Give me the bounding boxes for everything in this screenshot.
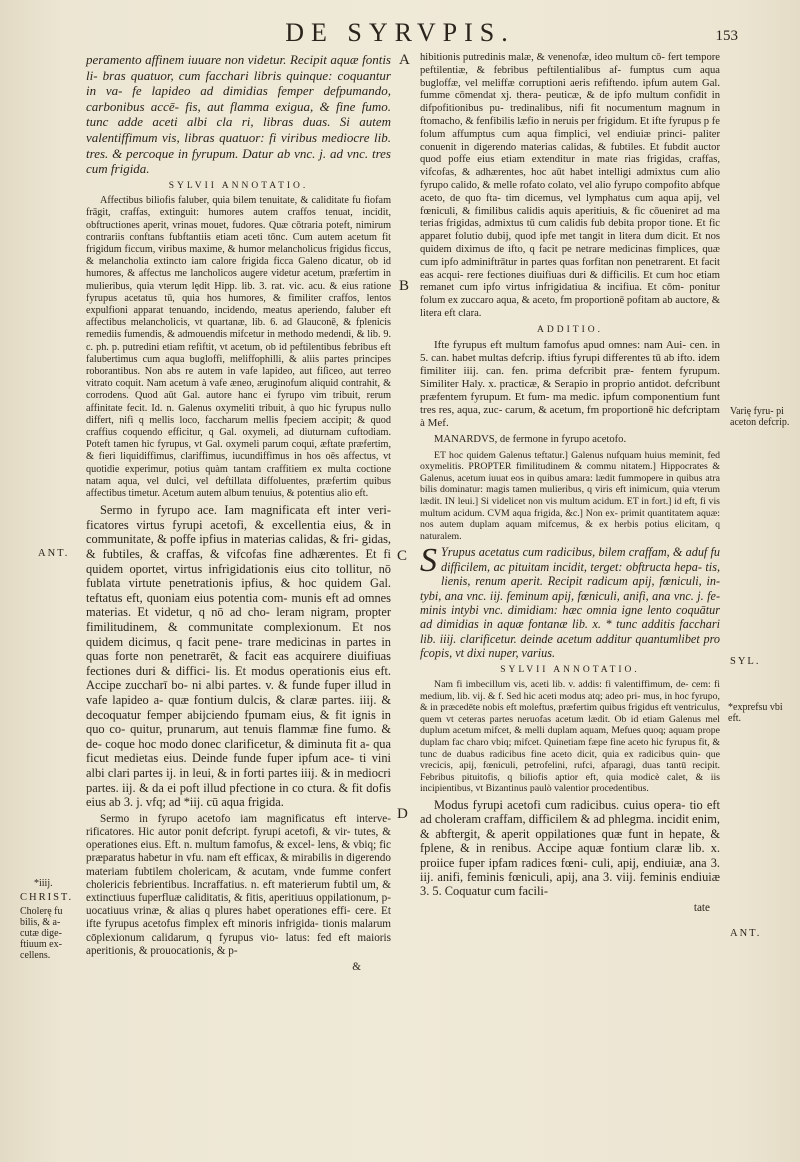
- margin-note-ant-right: ANT.: [730, 928, 762, 939]
- sylvii-annotatio-text: Affectibus biliofis faluber, quia bilem tenuitate, & caliditate fu fiofam frāgit, craffas, extinguit: humores autem craffos tenuat, incidit, obftructiones aperit, vrinas mouet, fudores. Quæ cōtraria poteft, nimirum contrariis conftans fubftantiis etiam aceti tōnc. Cum autem acetum fit frigidum ficcum, viribus maxime, & humor melancholicus frigidus ficcus, & melancholia extincto iam calore frigida ficca Galeno dicatur, ob id humores, & affectus me lancholicos augere videtur acetum, præfertim in mulieribus, quia vterum lędit Hipp. lib. 3. rat. vic. acu. & eius ratione fyrupus acetatus tū, quia hos humores, & fimiliter craffos, lentos expulfioni apparat tenuando, incidendo, meatus aperiendo, faluber eft affectibus melancholicis, vt quartanæ, lib. 6. ad Glauconē, & fplenicis remediis fumendis, & admouendis mifcetur in methodo medendi, & lib. 9. c. ph. p. putredini etiam refiftit, vt acetum, ob id peftilentibus febribus eft falubertimus cum aqua bugloffi, meliffophilli, & aliis partes principes roborantibus. Non abs re autem in vafe lapideo, aut fiſiceo, aut terreo vitrato coquit. Nam acetum à vafe æneo, æruginofum aliquid contrahit, & corrodens. Quod aūt Gal. autore hanc ei fyrupo vim tribuit, rerum affinitate fecit. Id. n. Galenus oxymeliti tribuit, à quo hic fyrupus nullo differt, nifi q mellis loco, faccharum mellis fpeciem accipit; & quod craffius coquendo efficitur, q Gal. oxymeli, ad diuturnam cuftodiam. Poteft tamen hic fyrupus, vt Gal. oxymeli parum coqui, æftate præfertim, & fieri liquidiffimus, clariffimus, iucundiffimus in hos oēs affectus, vt quotidie experimur, potius quàm tantam craffitiem ex multa coctione natam aqua, vel dulci, vel deftillata diffoluentes, præfertim quibus affectibus timetur. Acetum autem album tenuius, & potentius alio eft.: [86, 195, 391, 500]
- ant-paragraph-2: Sermo in fyrupo acetofo iam magnificatus eft interve- rificatores. Hic autor ponit defcript. fyrupi acetofi, & vir- tutes, & operationes eius. Eft. n. multum famofus, & excel- lens, & vbiq; fic præparatus habetur in vfu. nam eft efficax, & mirabilis in digerendo materiam fubtilem cholericam, & acutam, vnde fumme confert cholericis febrientibus. Incraffatius. n. eft materierum fubtil um, & extinctiuus fuperfluæ caliditatis, & fitis, aperitiuus oppilationum, p- uocatiuus vrinæ, & alias q plures habet operationes effi- cere. Et ifte fyrupus acetofus fimplex eft minoris infrigida- tionis malarum cōplexionum calidarum, q fyrupus vio- latus: fed eft maioris aperitionis, & prouocationis, & p-: [86, 812, 391, 957]
- margin-note-ant-left: ANT.: [38, 548, 70, 559]
- margin-note-christ-body: Cholerę fu bilis, & a- cutæ dige- ftiuum ex- cellens.: [20, 906, 63, 961]
- syrupus-text: Yrupus acetatus cum radicibus, bilem craffam, & aduf fu difficilem, ac pituitam incidit, terget: obftructa hepa- tis, lienis, renum aperit. Recipit radicum apij, fœniculi, in- tybi, ana vnc. iij. feminum apij, fœniculi, anifi, ana vnc. j. fe- minis intybi vnc. dimidiam: hæc omnia igne lento coquātur ad dimidias in aquæ fontanæ lib. x. * tunc additis facchari lib. iiij. clarificetur. deinde acetum additur quantumlibet pro fcopis, vt dixi nuper, varius.: [420, 545, 720, 661]
- modus-paragraph: Modus fyrupi acetofi cum radicibus. cuius opera- tio eft ad choleram craffam, difficilem & ad phlegma. incidit enim, & abftergit, & aperit oppilationes quæ funt in hepate, & fplene, & in renibus. Accipe aquæ fontium claræ lib. x. proiice fuper ipfam radices fœni- culi, apij, endiuiæ, ana 3. iij. anifi, feminis fœniculi, apij, ana 3. viij. feminis endiuiæ 3. 5. Coquatur cum facili-: [420, 797, 720, 899]
- manardus-text: ET hoc quidem Galenus teftatur.] Galenus nufquam huius meminit, fed oxymelitis. PROPTER fimilitudinem & commu nitatem.] Hippocrates & Galenus, acetum iuuat eos in quibus amara: lædit fummopere in quibus atra bilis dominatur: magis tamen mulieribus, q viris eft inimicum, quia vterum lædit. IN leui.] Si videlicet non vis multum acidum. ET in fort.] id eft, fi vis multum acidum. CVM aqua frigida, &c.] Non ex- primit quantitatem aquæ: nos autem duplam aquam mifcemus, & ex herbis potius elicitam, q naturalem.: [420, 449, 720, 542]
- additio-text: Ifte fyrupus eft multum famofus apud omnes: nam Aui- cen. in 5. can. habet multas defcrip. iftius fyrupi differentes tū ab ifto. idem fimiliter iiij. can. fen. prima defcribit præ- fentem fyrupum. Similiter Haly. x. practicæ, & Serapio in proprio antidot. defcribunt præfentem fyrupum. Et fum- ma medic. ipfum componentium funt tres res, aqua, zuc- carum, & acetum, fm proportionē hic defcriptam à Mef.: [420, 339, 720, 430]
- manardus-heading: MANARDVS, de fermone in fyrupo acetofo.: [434, 434, 627, 446]
- sylvii-annotatio-text-2: Nam fi imbecillum vis, aceti lib. v. addis: fi valentiffimum, de- cem: fi medium, lib. vij. & f. Sed hic aceti modus atq; adeo pri- mus, in hoc fyrupo, & in præcedēte nobis eft moleftus, præfertim quibus frigidus eft ventriculus, quem vt ceteras partes neruofas acetum lædit. Ob id etiam Galenus mel duplum acetum mifcet, & melli duplam aquam, Mefues quoq; aquam prope duplam fac charo vbiq; mifcet. Quinetiam fæpe fine aceto hic fyrupus fit, & tunc de duabus radicibus fine aceto dicit, quia ex radicibus quin- que vrecicis, apij, fœniculi, petrofelini, rufci, afparagi, duas tantū recipit. Febribus pituitofis, q biliofis aptior eft, quia modicè calet, & iis incipientibus, vt Bizantinus paulò valentior procedentibus.: [420, 678, 720, 795]
- margin-note-christ-title: CHRIST.: [20, 892, 74, 903]
- sylvii-annotatio-heading: SYLVII ANNOTATIO.: [168, 180, 309, 191]
- section-letter-a: A: [399, 52, 410, 68]
- sylvii-annotatio-heading-2: SYLVII ANNOTATIO.: [500, 664, 640, 675]
- left-opening-text: peramento affinem iuuare non videtur. Recipit aquæ fontis li- bras quatuor, cum facchari libris quinque: coquantur in va- fe lapideo ad dimidias femper defpumando, carbonibus accē- fis, aut flamma exigua, & fine fumo. tunc adde aceti albi cla ri, libras duas. Si autem valentiffimum vis, libras quatuor: fi viribus mediocre lib. tres. & percoque in fyrupum. Datur ab vnc. j. ad vnc. tres cum frigida.: [86, 52, 391, 177]
- ant-paragraph-1: Sermo in fyrupo ace. Iam magnificata eft inter veri- ficatores virtus fyrupi acetofi, & excellentia eius, & in communitate, & poffe ipfius in materias calidas, & fri- gidas, & fubtiles, & craffas, & vifcofas fine adhærentes. Et fi quidem oportet, virtus infrigidationis eius cito tollitur, nō fublata virtute penetrationis ipfius, & hoc quidem Gal. teftatus eft, quoniam eius potentia com- munis eft ad omnes materias. Et videtur, q nō ad cho- leram nigram, propter fimilitudinem, & communitate complexionum. Et nos quidem dicimus, q facit pene- trare medicinas in partes in quas forte non penetrarēt, & facit eas acquirere diuifiuas fectiones duri & diffici- lis. Et modus operationis eius eft. Accipe zuccharī bo- ni albi partes. v. & funde fuper illud in vafe lapideo a- quæ fontium dulcis, & claræ partes. iiij. & decoquatur femper abijciendo fpumam eius, & fit ignis in quo co- quitur, prunarum, aut tenuis flammæ fine fumo. & de- coque hoc modo donec clarificetur, & diminuta fit a- qua ficut medietas eius. Deinde funde fuper ipfum ace- ti vini albi clari partes ij. in leui, & in forti partes iiij. & in mediocri partes. iij. & da ei poft illud pfectione in co ctura. & fit dofis eius ab 3. j. vfq; ad *iij. cū aqua frigida.: [86, 503, 391, 810]
- section-letter-c: C: [397, 548, 408, 564]
- margin-note-varie: Varię fyru- pi aceton defcrip.: [730, 406, 790, 428]
- right-column: [420, 52, 720, 918]
- additio-heading: ADDITIO.: [537, 324, 603, 335]
- section-letter-b: B: [399, 278, 410, 294]
- left-catchword: &: [352, 960, 361, 973]
- syrupus-paragraph: [420, 542, 720, 661]
- drop-cap-s: S: [420, 542, 437, 580]
- page-number: 153: [715, 28, 738, 44]
- margin-note-syl: SYL.: [730, 656, 761, 667]
- margin-note-exprefsu: *exprefsu vbi eft.: [728, 702, 783, 724]
- section-letter-d: D: [397, 806, 408, 822]
- left-column: [86, 52, 391, 977]
- right-opening-text: hibitionis putredinis malæ, & venenofæ, ideo multum cō- fert tempore peftilentiæ, & febribus peftilentialibus af- fumptus cum aqua bugloffæ, vel meliffæ corruptioni aeris refiftendo. ipfum autem Gal. fumme cōmendat xj. thera- peuticæ, & de ipfo multum confidit in difpofitionibus pu- tredinalibus, nifi fit nocumentum magnum in ftomacho, & fenfibilis læfio in neruis per frigidum. Et ifte fyrupus p fe folum affumptus cum aqua fimplici, vel endiuiæ princi- paliter conuenit in digerendo materias calidas, & fubtiles. Et fubdit auctor quod poffe eius etiam extenditur in mate rias frigidas, craffas, vifcofas, & adhærentes, hoc aūt habet intelligi admixtus cum alio fyrupo calido, & melle rofato colato, vel alio fyrupo compofito abfque aceto, de quo fta- tim dicemus, vel lymphatus cum aqua apij, vel fœniculi, & fimilibus calidis aquis aperitiuis, & fic cōueniret ad ma terias frigidas, admixtus tū cum calidis fub debita propor tione. Et fic apparet folutio dubij, quod ipfe met tangit in litera dum dicit. Et nos quidem diximus de ifto, q facit pe netrare medicinas fimplices, quæ cum ipfo adminiftrātur in partes quas forfitan non penetrarent. Et facit eas acqui- rere fectiones diuifiuas duri & difficilis. Et cum hoc etiam remanet cum ipfo virtus infrigidatiua & incifiua. Et cōm- ponitur folum ex zuccaro aqua, & aceto, fm proportionē pofitam ab auctore, & litera eft clara.: [420, 52, 720, 319]
- right-catchword: tate: [693, 901, 710, 914]
- margin-note-iiij: *iiij.: [34, 878, 53, 889]
- running-title: DE SYRVPIS.: [285, 18, 515, 47]
